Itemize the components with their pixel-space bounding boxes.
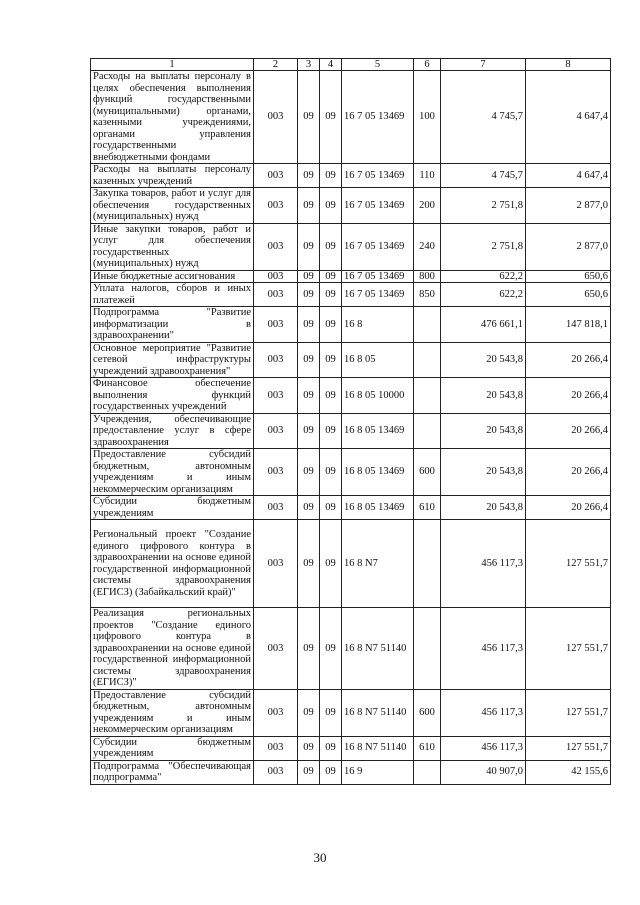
table-cell-c8: 20 266,4 bbox=[526, 413, 611, 449]
row-name-cell: Уплата налогов, сборов и иных платежей bbox=[91, 283, 254, 307]
table-cell-c2: 003 bbox=[254, 307, 298, 343]
table-cell-c6 bbox=[414, 307, 441, 343]
table-cell-c8: 127 551,7 bbox=[526, 736, 611, 760]
table-row bbox=[91, 608, 611, 690]
table-cell-c3: 09 bbox=[298, 689, 320, 736]
table-row bbox=[91, 413, 611, 449]
table-cell-c8: 650,6 bbox=[526, 283, 611, 307]
table-cell-c3: 09 bbox=[298, 270, 320, 283]
column-header: 6 bbox=[414, 59, 441, 71]
table-cell-c8: 127 551,7 bbox=[526, 608, 611, 690]
table-cell-c2: 003 bbox=[254, 689, 298, 736]
table-cell-c7: 4 745,7 bbox=[441, 71, 526, 164]
row-name-cell: Реализация региональных проектов "Создание единого цифрового контура в здравоохранении на основе единой государственной информационной системы здравоохранения (ЕГИСЗ)" bbox=[91, 608, 254, 690]
row-name-cell: Расходы на выплаты персоналу в целях обеспечения выполнения функций государственными (муниципальными) органами, казенными учреждениями, органами управления государственными внебюджетными фондами bbox=[91, 71, 254, 164]
column-header: 5 bbox=[342, 59, 414, 71]
table-cell-c5: 16 7 05 13469 bbox=[342, 71, 414, 164]
budget-table bbox=[90, 58, 611, 785]
table-cell-c6 bbox=[414, 520, 441, 608]
table-cell-c2: 003 bbox=[254, 760, 298, 784]
table-cell-c6: 610 bbox=[414, 496, 441, 520]
table-cell-c4: 09 bbox=[320, 270, 342, 283]
table-cell-c7: 476 661,1 bbox=[441, 307, 526, 343]
table-cell-c5: 16 7 05 13469 bbox=[342, 283, 414, 307]
table-cell-c6: 100 bbox=[414, 71, 441, 164]
row-name-cell: Учреждения, обеспечивающие предоставление услуг в сфере здравоохранения bbox=[91, 413, 254, 449]
table-cell-c6: 110 bbox=[414, 164, 441, 188]
table-cell-c4: 09 bbox=[320, 307, 342, 343]
table-cell-c3: 09 bbox=[298, 342, 320, 378]
table-cell-c8: 147 818,1 bbox=[526, 307, 611, 343]
table-cell-c3: 09 bbox=[298, 496, 320, 520]
table-cell-c2: 003 bbox=[254, 71, 298, 164]
column-header: 4 bbox=[320, 59, 342, 71]
table-cell-c2: 003 bbox=[254, 496, 298, 520]
table-row bbox=[91, 689, 611, 736]
header-row bbox=[91, 59, 611, 71]
table-row bbox=[91, 307, 611, 343]
row-name-cell: Иные закупки товаров, работ и услуг для обеспечения государственных (муниципальных) нужд bbox=[91, 223, 254, 270]
table-row bbox=[91, 188, 611, 224]
table-cell-c8: 20 266,4 bbox=[526, 342, 611, 378]
table-cell-c7: 456 117,3 bbox=[441, 736, 526, 760]
page-number: 30 bbox=[313, 850, 327, 865]
row-name-cell: Подпрограмма "Развитие информатизации в здравоохранении" bbox=[91, 307, 254, 343]
table-cell-c8: 127 551,7 bbox=[526, 520, 611, 608]
table-cell-c7: 20 543,8 bbox=[441, 449, 526, 496]
table-cell-c5: 16 7 05 13469 bbox=[342, 223, 414, 270]
table-cell-c4: 09 bbox=[320, 283, 342, 307]
table-cell-c2: 003 bbox=[254, 413, 298, 449]
table-cell-c4: 09 bbox=[320, 223, 342, 270]
table-row bbox=[91, 223, 611, 270]
table-cell-c6: 850 bbox=[414, 283, 441, 307]
table-cell-c3: 09 bbox=[298, 378, 320, 414]
table-cell-c6 bbox=[414, 608, 441, 690]
table-cell-c7: 622,2 bbox=[441, 270, 526, 283]
table-cell-c8: 4 647,4 bbox=[526, 71, 611, 164]
table-cell-c2: 003 bbox=[254, 449, 298, 496]
row-name-cell: Финансовое обеспечение выполнения функций государственных учреждений bbox=[91, 378, 254, 414]
table-cell-c2: 003 bbox=[254, 736, 298, 760]
table-cell-c4: 09 bbox=[320, 736, 342, 760]
table-cell-c8: 2 877,0 bbox=[526, 223, 611, 270]
table-cell-c7: 456 117,3 bbox=[441, 520, 526, 608]
table-cell-c7: 20 543,8 bbox=[441, 342, 526, 378]
table-row bbox=[91, 736, 611, 760]
table-cell-c7: 4 745,7 bbox=[441, 164, 526, 188]
table-cell-c5: 16 8 05 10000 bbox=[342, 378, 414, 414]
row-name-cell: Субсидии бюджетным учреждениям bbox=[91, 496, 254, 520]
table-cell-c5: 16 8 05 13469 bbox=[342, 449, 414, 496]
table-cell-c4: 09 bbox=[320, 520, 342, 608]
row-name-cell: Субсидии бюджетным учреждениям bbox=[91, 736, 254, 760]
table-cell-c3: 09 bbox=[298, 760, 320, 784]
table-cell-c3: 09 bbox=[298, 736, 320, 760]
table-cell-c2: 003 bbox=[254, 223, 298, 270]
table-cell-c2: 003 bbox=[254, 188, 298, 224]
table-row bbox=[91, 378, 611, 414]
table-cell-c2: 003 bbox=[254, 164, 298, 188]
table-cell-c5: 16 8 N7 51140 bbox=[342, 608, 414, 690]
table-cell-c3: 09 bbox=[298, 449, 320, 496]
table-cell-c4: 09 bbox=[320, 378, 342, 414]
table-cell-c8: 20 266,4 bbox=[526, 378, 611, 414]
table-cell-c5: 16 8 N7 51140 bbox=[342, 736, 414, 760]
table-cell-c7: 622,2 bbox=[441, 283, 526, 307]
table-cell-c5: 16 9 bbox=[342, 760, 414, 784]
table-cell-c7: 2 751,8 bbox=[441, 223, 526, 270]
table-row bbox=[91, 283, 611, 307]
table-cell-c7: 20 543,8 bbox=[441, 378, 526, 414]
table-cell-c7: 456 117,3 bbox=[441, 608, 526, 690]
table-cell-c4: 09 bbox=[320, 188, 342, 224]
table-cell-c4: 09 bbox=[320, 164, 342, 188]
table-row bbox=[91, 496, 611, 520]
table-cell-c3: 09 bbox=[298, 164, 320, 188]
column-header: 7 bbox=[441, 59, 526, 71]
table-cell-c2: 003 bbox=[254, 520, 298, 608]
table-cell-c6 bbox=[414, 378, 441, 414]
table-cell-c2: 003 bbox=[254, 342, 298, 378]
row-name-cell: Расходы на выплаты персоналу казенных учреждений bbox=[91, 164, 254, 188]
table-cell-c3: 09 bbox=[298, 71, 320, 164]
table-cell-c5: 16 8 05 bbox=[342, 342, 414, 378]
table-cell-c3: 09 bbox=[298, 223, 320, 270]
table-cell-c4: 09 bbox=[320, 689, 342, 736]
table-cell-c6: 200 bbox=[414, 188, 441, 224]
table-cell-c2: 003 bbox=[254, 270, 298, 283]
table-row bbox=[91, 71, 611, 164]
table-cell-c4: 09 bbox=[320, 71, 342, 164]
table-cell-c6 bbox=[414, 342, 441, 378]
table-cell-c2: 003 bbox=[254, 608, 298, 690]
table-cell-c5: 16 7 05 13469 bbox=[342, 188, 414, 224]
table-cell-c5: 16 7 05 13469 bbox=[342, 270, 414, 283]
row-name-cell: Основное мероприятие "Развитие сетевой инфраструктуры учреждений здравоохранения" bbox=[91, 342, 254, 378]
table-cell-c6: 800 bbox=[414, 270, 441, 283]
table-cell-c4: 09 bbox=[320, 608, 342, 690]
table-cell-c8: 650,6 bbox=[526, 270, 611, 283]
table-cell-c6: 600 bbox=[414, 449, 441, 496]
table-cell-c8: 127 551,7 bbox=[526, 689, 611, 736]
table-cell-c8: 20 266,4 bbox=[526, 496, 611, 520]
table-row bbox=[91, 760, 611, 784]
table-cell-c5: 16 8 05 13469 bbox=[342, 413, 414, 449]
table-cell-c3: 09 bbox=[298, 307, 320, 343]
table-row bbox=[91, 164, 611, 188]
table-row bbox=[91, 449, 611, 496]
table-cell-c6: 600 bbox=[414, 689, 441, 736]
column-header: 3 bbox=[298, 59, 320, 71]
table-cell-c6 bbox=[414, 413, 441, 449]
table-cell-c5: 16 8 N7 bbox=[342, 520, 414, 608]
table-cell-c4: 09 bbox=[320, 496, 342, 520]
table-cell-c4: 09 bbox=[320, 413, 342, 449]
table-cell-c7: 456 117,3 bbox=[441, 689, 526, 736]
table-body bbox=[91, 71, 611, 785]
row-name-cell: Закупка товаров, работ и услуг для обеспечения государственных (муниципальных) нужд bbox=[91, 188, 254, 224]
table-cell-c4: 09 bbox=[320, 342, 342, 378]
table-cell-c7: 2 751,8 bbox=[441, 188, 526, 224]
table-cell-c8: 2 877,0 bbox=[526, 188, 611, 224]
table-cell-c3: 09 bbox=[298, 520, 320, 608]
table-row bbox=[91, 270, 611, 283]
table-cell-c6: 610 bbox=[414, 736, 441, 760]
table-cell-c8: 20 266,4 bbox=[526, 449, 611, 496]
table-cell-c4: 09 bbox=[320, 760, 342, 784]
table-cell-c6 bbox=[414, 760, 441, 784]
row-name-cell: Подпрограмма "Обеспечивающая подпрограмма" bbox=[91, 760, 254, 784]
table-cell-c7: 20 543,8 bbox=[441, 496, 526, 520]
table-cell-c3: 09 bbox=[298, 608, 320, 690]
row-name-cell: Региональный проект "Создание единого цифрового контура в здравоохранении на основе единой государственной информационной системы здравоохранения (ЕГИСЗ) (Забайкальский край)" bbox=[91, 520, 254, 608]
table-cell-c3: 09 bbox=[298, 283, 320, 307]
table-cell-c5: 16 8 bbox=[342, 307, 414, 343]
table-cell-c8: 4 647,4 bbox=[526, 164, 611, 188]
table-row bbox=[91, 342, 611, 378]
row-name-cell: Иные бюджетные ассигнования bbox=[91, 270, 254, 283]
table-cell-c8: 42 155,6 bbox=[526, 760, 611, 784]
table-cell-c7: 20 543,8 bbox=[441, 413, 526, 449]
table-cell-c2: 003 bbox=[254, 378, 298, 414]
column-header: 8 bbox=[526, 59, 611, 71]
row-name-cell: Предоставление субсидий бюджетным, автономным учреждениям и иным некоммерческим организациям bbox=[91, 449, 254, 496]
table-cell-c5: 16 7 05 13469 bbox=[342, 164, 414, 188]
table-cell-c6: 240 bbox=[414, 223, 441, 270]
column-header: 2 bbox=[254, 59, 298, 71]
table-cell-c5: 16 8 N7 51140 bbox=[342, 689, 414, 736]
table-row bbox=[91, 520, 611, 608]
table-cell-c4: 09 bbox=[320, 449, 342, 496]
table-cell-c5: 16 8 05 13469 bbox=[342, 496, 414, 520]
table-cell-c7: 40 907,0 bbox=[441, 760, 526, 784]
table-cell-c3: 09 bbox=[298, 413, 320, 449]
column-header: 1 bbox=[91, 59, 254, 71]
row-name-cell: Предоставление субсидий бюджетным, автономным учреждениям и иным некоммерческим организациям bbox=[91, 689, 254, 736]
table-cell-c2: 003 bbox=[254, 283, 298, 307]
table-cell-c3: 09 bbox=[298, 188, 320, 224]
